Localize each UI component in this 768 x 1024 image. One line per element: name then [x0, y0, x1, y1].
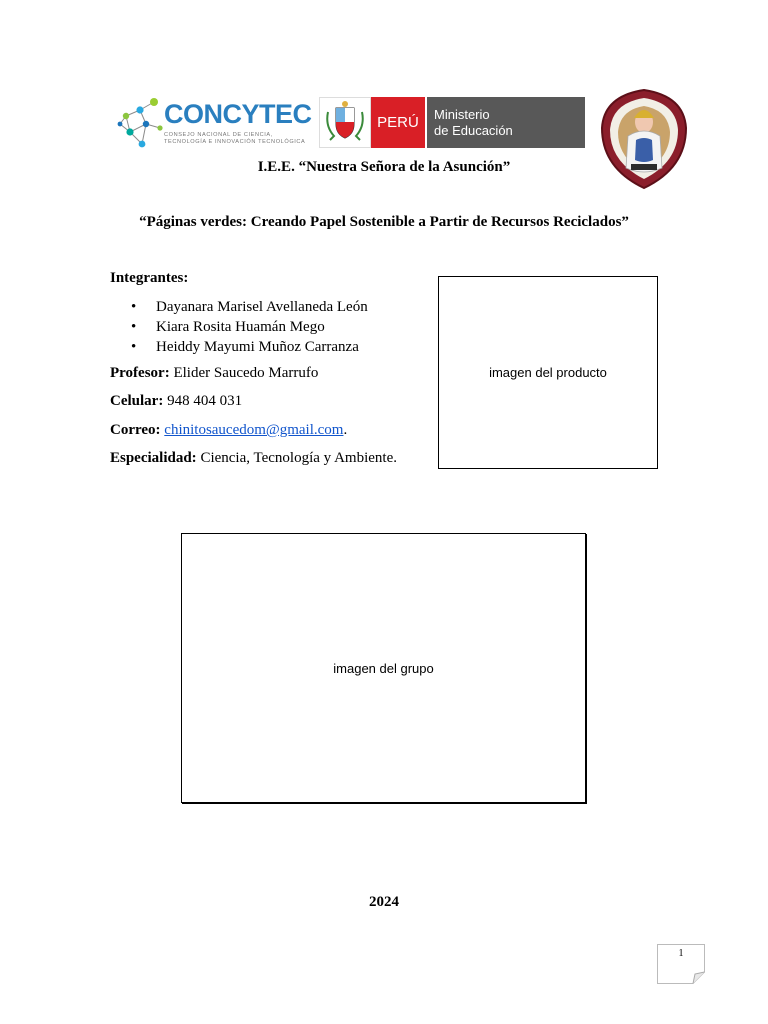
- peru-coat-of-arms: [319, 97, 371, 148]
- group-image-placeholder: [181, 533, 586, 803]
- specialty-value: Ciencia, Tecnología y Ambiente.: [200, 450, 397, 466]
- project-title: “Páginas verdes: Creando Papel Sostenible a Partir de Recursos Reciclados”: [139, 214, 629, 230]
- concytec-logo: [116, 94, 312, 152]
- concytec-subtitle-line1: CONSEJO NACIONAL DE CIENCIA,: [164, 132, 273, 138]
- group-image-label: imagen del grupo: [333, 660, 434, 676]
- member-item: • Kiara Rosita Huamán Mego: [131, 317, 368, 337]
- coat-of-arms-icon: [320, 98, 370, 147]
- member-item: • Dayanara Marisel Avellaneda León: [131, 297, 368, 317]
- email-label: Correo:: [110, 422, 161, 438]
- members-label: [110, 270, 188, 287]
- phone-value: 948 404 031: [167, 393, 243, 409]
- minedu-logo: [319, 97, 585, 148]
- phone-label: Celular:: [110, 393, 164, 409]
- ministry-label-line2: de Educación: [434, 123, 513, 138]
- concytec-name: CONCYTEC: [164, 99, 312, 129]
- email-field: [110, 422, 347, 439]
- product-image-placeholder: [438, 276, 658, 469]
- phone-field: [110, 393, 242, 410]
- network-molecule-icon: [116, 94, 164, 152]
- members-label-text: Integrantes:: [110, 270, 189, 286]
- specialty-field: [110, 450, 397, 467]
- teacher-label: Profesor:: [110, 365, 170, 381]
- member-item: • Heiddy Mayumi Muñoz Carranza: [131, 337, 368, 357]
- year: 2024: [369, 894, 399, 910]
- ministry-label-box: [427, 97, 585, 148]
- school-name: I.E.E. “Nuestra Señora de la Asunción”: [257, 159, 511, 175]
- email-link[interactable]: chinitosaucedom@gmail.com: [164, 422, 344, 438]
- peru-label: PERÚ: [377, 114, 419, 131]
- teacher-field: [110, 365, 318, 382]
- product-image-label: imagen del producto: [489, 365, 607, 380]
- teacher-value: Elider Saucedo Marrufo: [173, 365, 319, 381]
- members-list: [131, 297, 368, 357]
- email-suffix: .: [343, 422, 348, 438]
- ministry-label-line1: Ministerio: [434, 107, 490, 122]
- specialty-label: Especialidad:: [110, 450, 197, 466]
- concytec-subtitle-line2: TECNOLOGÍA E INNOVACIÓN TECNOLÓGICA: [164, 139, 306, 145]
- peru-label-box: [371, 97, 425, 148]
- page-number: 1: [678, 948, 684, 959]
- page-number-box: [657, 944, 705, 984]
